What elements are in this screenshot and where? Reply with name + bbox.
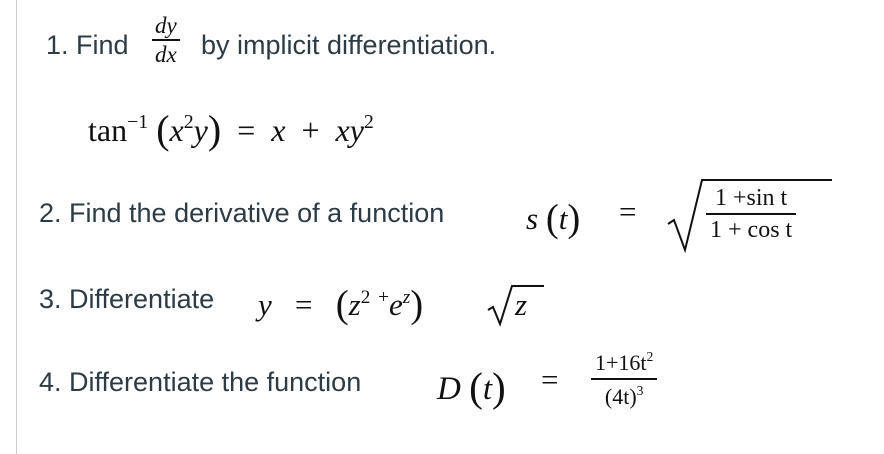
q1-frac-numerator: dy <box>155 13 177 38</box>
q3-rparen: ) <box>410 283 424 326</box>
q4-t: t <box>482 371 493 407</box>
q1-tan: tan <box>88 112 128 148</box>
q2-numerator: 1 +sin t <box>714 185 788 211</box>
q3-equation <box>258 280 423 325</box>
q4-denominator <box>601 380 648 408</box>
q4-lparen: ( <box>469 364 483 410</box>
q3-lparen: ( <box>335 283 349 326</box>
q3-e: e <box>388 287 403 322</box>
q2-lparen: ( <box>545 197 559 240</box>
q2-equals: = <box>619 194 637 229</box>
q1-xy: xy <box>335 112 364 148</box>
q3-sqrt-arg: z <box>515 287 528 322</box>
q4-equals: = <box>541 362 559 397</box>
q2-function-lhs <box>526 194 580 239</box>
q3-y: y <box>258 287 272 322</box>
q1-equals: = <box>237 112 256 148</box>
q1-x: x <box>169 112 184 148</box>
q2-t: t <box>558 201 568 236</box>
q1-suffix: by implicit differentiation. <box>201 30 497 60</box>
q3-z: z <box>348 287 361 322</box>
q1-plus: + <box>301 112 320 148</box>
content-left-border <box>16 0 17 454</box>
q1-equation <box>88 104 374 151</box>
q3-plus: + <box>378 286 389 308</box>
q4-rparen: ) <box>492 364 506 410</box>
q3-text: 3. Differentiate <box>39 284 215 314</box>
q3-equals: = <box>295 287 313 322</box>
q1-prefix: 1. Find <box>46 30 129 60</box>
q4-fraction <box>591 349 657 409</box>
q1-frac-denominator: dx <box>155 41 177 67</box>
q1-dy-dx-fraction <box>152 14 180 66</box>
q2-rparen: ) <box>567 197 581 240</box>
q4-num-exp: 2 <box>646 349 654 365</box>
q3-e-exp: z <box>402 286 411 308</box>
q4-function-lhs <box>437 361 506 409</box>
q4-den-base: (4t) <box>604 383 637 409</box>
q1-rparen: ) <box>207 107 222 152</box>
q1-x-exp: 2 <box>183 111 194 134</box>
q2-denominator: 1 + cos t <box>710 216 793 243</box>
q1-rhs-x: x <box>271 112 286 148</box>
q1-y: y <box>193 112 208 148</box>
q4-D: D <box>437 371 461 407</box>
q3-z-exp: 2 <box>360 286 371 308</box>
q1-lparen: ( <box>156 107 170 152</box>
q1-y-exp: 2 <box>363 111 374 134</box>
q4-den-exp: 3 <box>636 382 644 398</box>
q4-numerator <box>591 349 657 378</box>
q2-text: 2. Find the derivative of a function <box>39 198 445 228</box>
q1-inverse-exp: −1 <box>127 111 149 134</box>
q2-s: s <box>526 201 539 236</box>
q4-text: 4. Differentiate the function <box>39 367 362 397</box>
q2-fraction <box>706 186 796 242</box>
q4-num-base: 1+16t <box>595 350 647 375</box>
